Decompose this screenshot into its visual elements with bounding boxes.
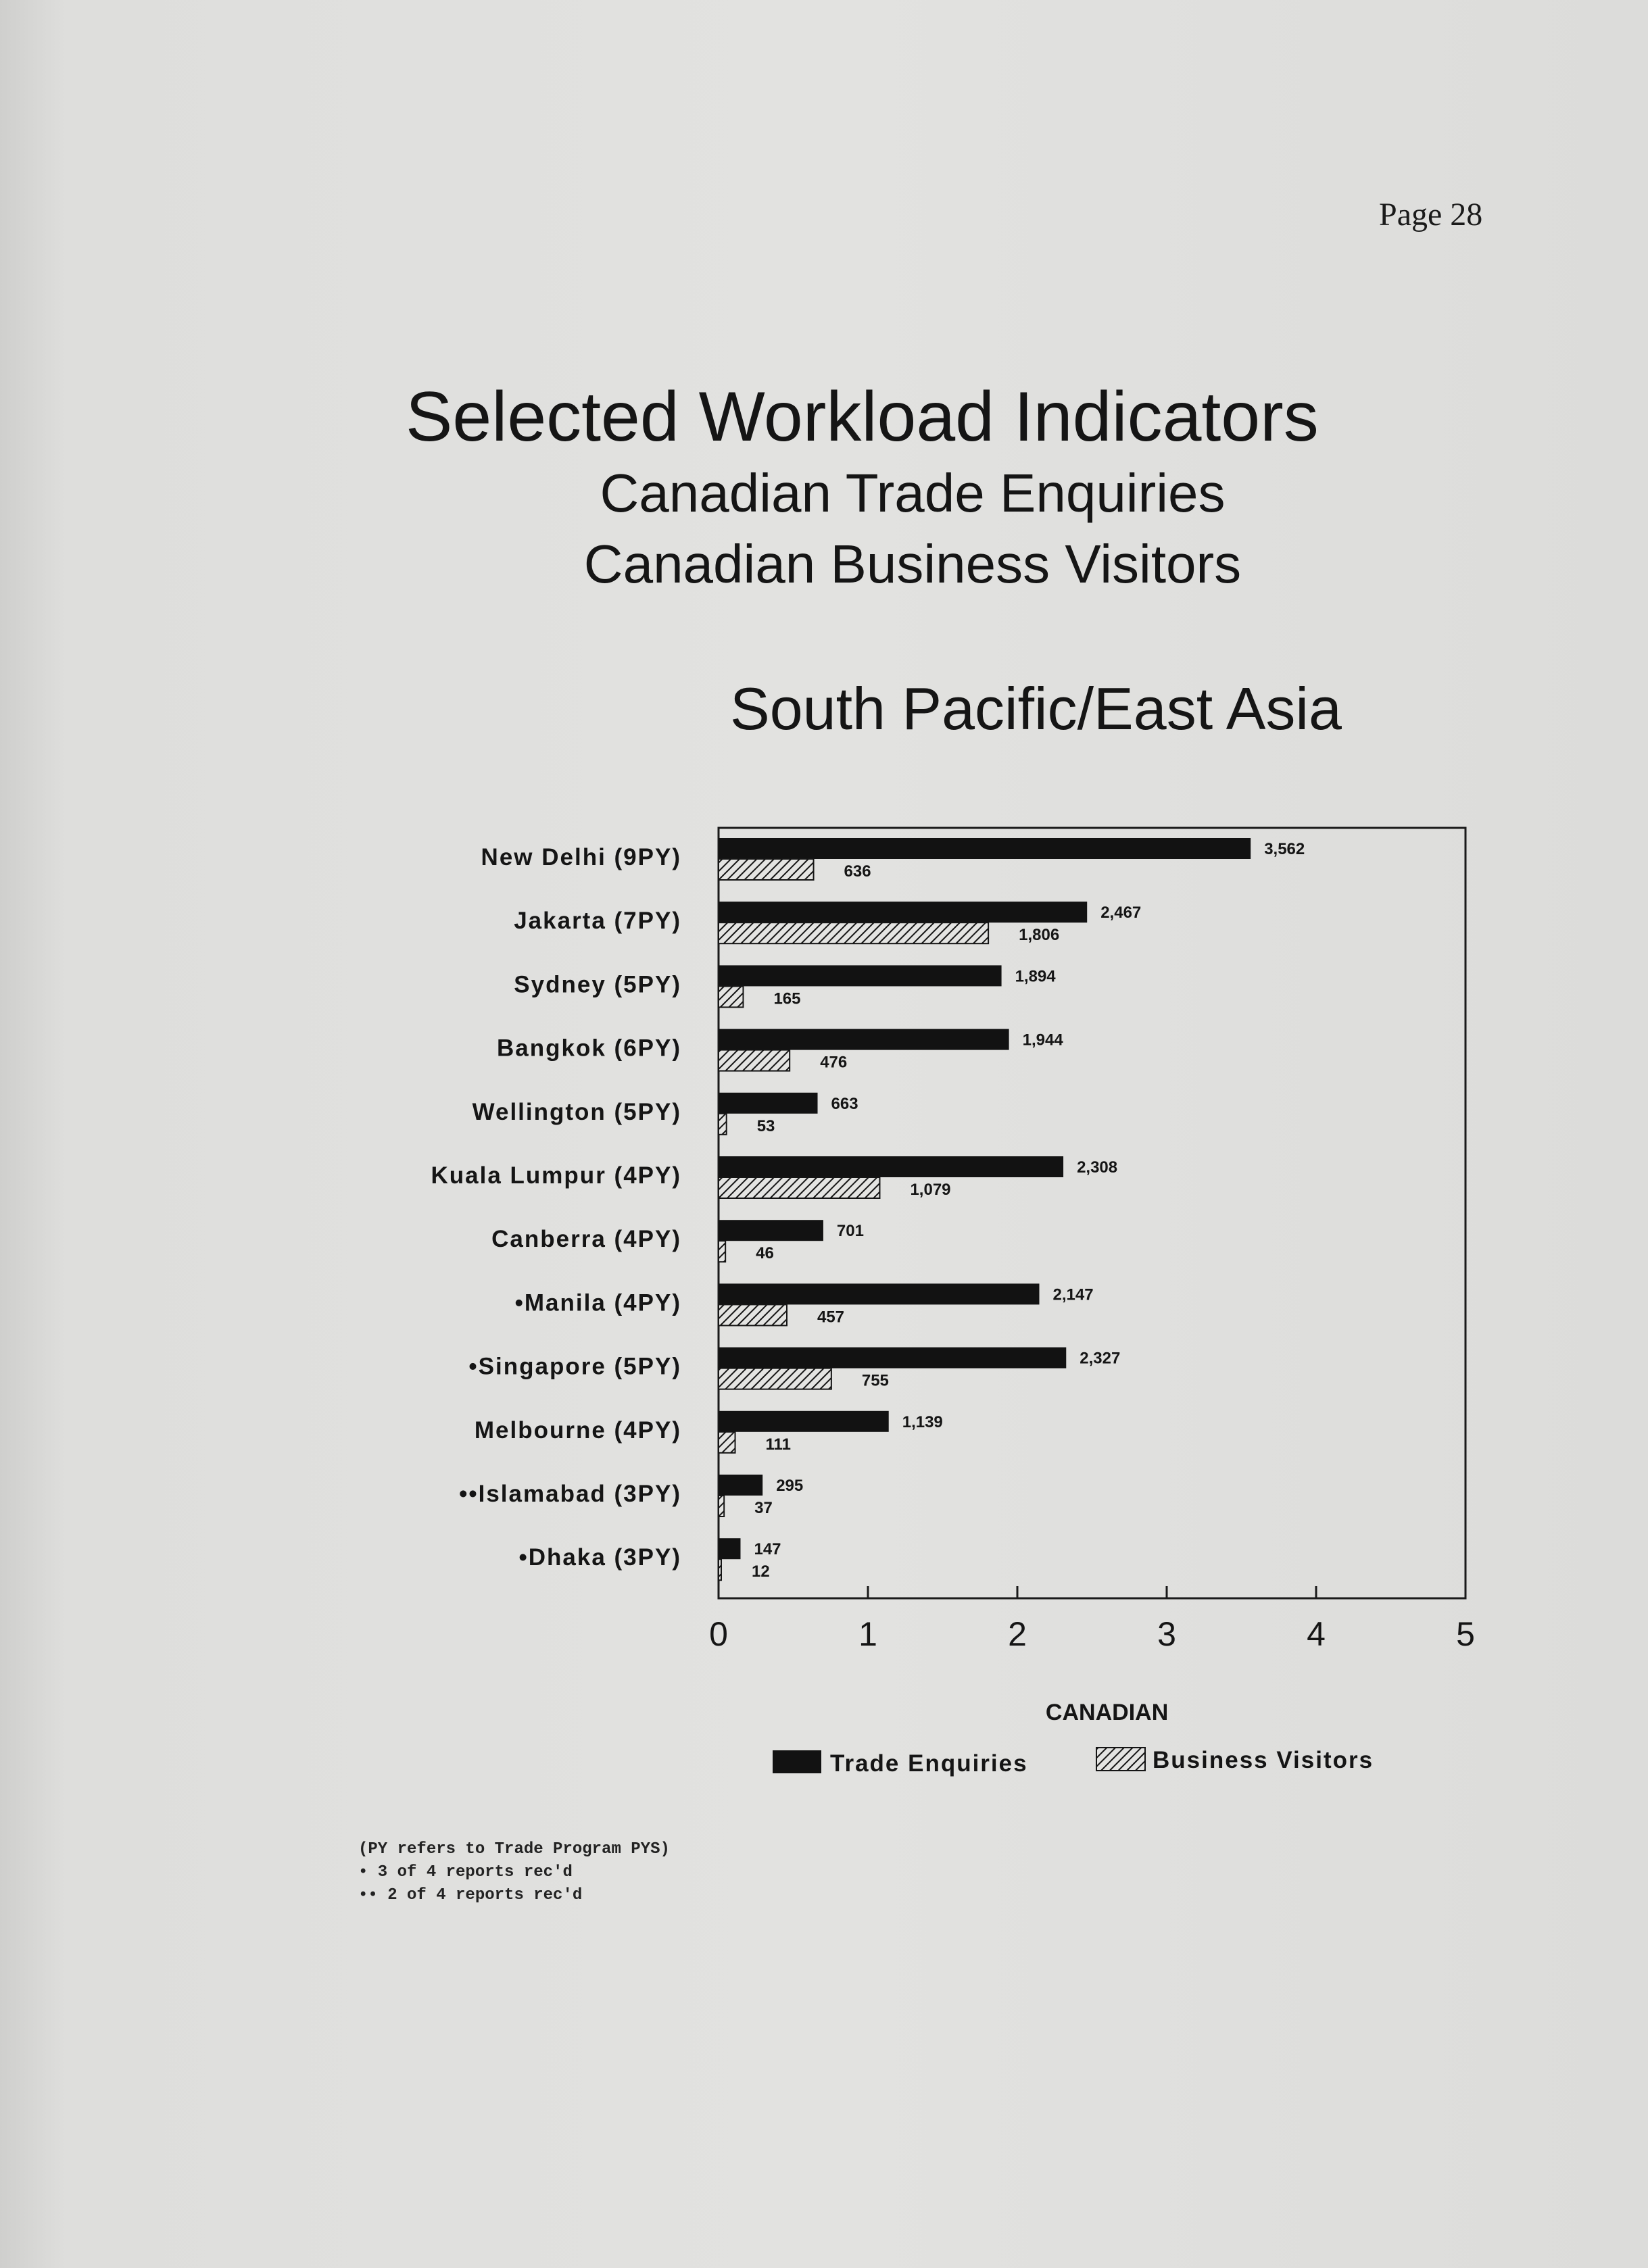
data-label-trade-enquiries: 2,308 [1077,1158,1118,1177]
region-heading: South Pacific/East Asia [730,675,1342,742]
category-label: •Dhaka (3PY) [518,1544,681,1571]
footnote-double-bullet: •• 2 of 4 reports rec'd [358,1886,583,1904]
category-label: •Singapore (5PY) [468,1353,681,1380]
legend-swatch-business-visitors [1096,1748,1145,1771]
category-label: Canberra (4PY) [491,1226,681,1253]
bar-trade-enquiries [719,902,1087,922]
x-tick-label: 2 [1008,1615,1027,1653]
footnote-single-bullet: • 3 of 4 reports rec'd [358,1863,573,1881]
category-label: New Delhi (9PY) [481,844,681,870]
bar-business-visitors [719,1432,735,1453]
data-label-business-visitors: 457 [817,1308,845,1327]
x-tick-label: 5 [1456,1615,1475,1653]
bar-business-visitors [719,1114,727,1135]
data-label-business-visitors: 1,806 [1019,926,1060,945]
subtitle-business-visitors: Canadian Business Visitors [583,534,1242,594]
data-label-trade-enquiries: 295 [776,1477,804,1495]
page-title: Selected Workload Indicators [406,378,1319,456]
data-label-business-visitors: 165 [773,989,801,1008]
footnotes [358,1838,670,1907]
footnote-py: (PY refers to Trade Program PYS) [358,1840,670,1858]
category-label: Wellington (5PY) [472,1098,681,1125]
data-label-trade-enquiries: 147 [754,1540,781,1559]
data-label-trade-enquiries: 663 [831,1094,858,1113]
category-label: Kuala Lumpur (4PY) [431,1162,681,1189]
bar-business-visitors [719,1559,721,1580]
x-tick-label: 1 [858,1615,877,1653]
data-label-business-visitors: 1,079 [910,1181,951,1199]
bar-trade-enquiries [719,1475,762,1496]
bar-business-visitors [719,1177,879,1198]
page-number: Page 28 [1379,197,1483,232]
bar-trade-enquiries [719,1220,823,1241]
bar-trade-enquiries [719,965,1002,986]
bar-trade-enquiries [719,1411,889,1432]
legend-label-trade-enquiries: Trade Enquiries [830,1750,1028,1777]
data-label-trade-enquiries: 3,562 [1264,840,1305,858]
bar-trade-enquiries [719,1093,818,1114]
bar-business-visitors [719,859,814,880]
legend-swatch-trade-enquiries [773,1750,821,1773]
x-tick-label: 3 [1157,1615,1176,1653]
data-label-trade-enquiries: 1,944 [1022,1031,1063,1050]
data-label-trade-enquiries: 2,147 [1052,1285,1094,1304]
bar-business-visitors [719,986,743,1007]
data-label-business-visitors: 46 [756,1244,774,1263]
data-label-trade-enquiries: 2,467 [1100,904,1142,922]
data-label-trade-enquiries: 701 [836,1222,864,1241]
bar-trade-enquiries [719,1538,740,1559]
data-label-trade-enquiries: 1,139 [902,1412,943,1431]
data-label-trade-enquiries: 2,327 [1080,1349,1121,1368]
bar-trade-enquiries [719,1348,1066,1369]
bar-chart [0,797,1648,1811]
data-label-business-visitors: 111 [765,1435,791,1454]
category-label: ••Islamabad (3PY) [459,1481,681,1507]
category-label: •Manila (4PY) [514,1289,681,1316]
data-label-business-visitors: 53 [756,1116,775,1135]
bar-business-visitors [719,1050,790,1071]
bar-business-visitors [719,1496,724,1517]
data-label-business-visitors: 636 [844,862,871,881]
bar-trade-enquiries [719,1156,1063,1177]
x-tick-label: 0 [709,1615,728,1653]
bar-business-visitors [719,1241,725,1262]
category-label: Sydney (5PY) [514,971,681,998]
subtitle-trade-enquiries: Canadian Trade Enquiries [600,463,1226,523]
category-label: Jakarta (7PY) [514,908,681,935]
bar-trade-enquiries [719,838,1251,859]
x-tick-label: 4 [1307,1615,1326,1653]
data-label-business-visitors: 37 [754,1499,773,1517]
bar-trade-enquiries [719,1283,1039,1304]
bar-business-visitors [719,1369,831,1389]
data-label-business-visitors: 755 [861,1371,889,1390]
bar-business-visitors [719,922,988,943]
category-label: Melbourne (4PY) [474,1416,681,1444]
bar-business-visitors [719,1304,787,1325]
data-label-business-visitors: 12 [752,1562,770,1581]
x-axis-label: CANADIAN [1045,1700,1169,1725]
data-label-business-visitors: 476 [820,1053,848,1072]
data-label-trade-enquiries: 1,894 [1015,967,1056,986]
bar-trade-enquiries [719,1029,1009,1050]
legend-label-business-visitors: Business Visitors [1153,1747,1374,1773]
category-label: Bangkok (6PY) [497,1035,681,1062]
